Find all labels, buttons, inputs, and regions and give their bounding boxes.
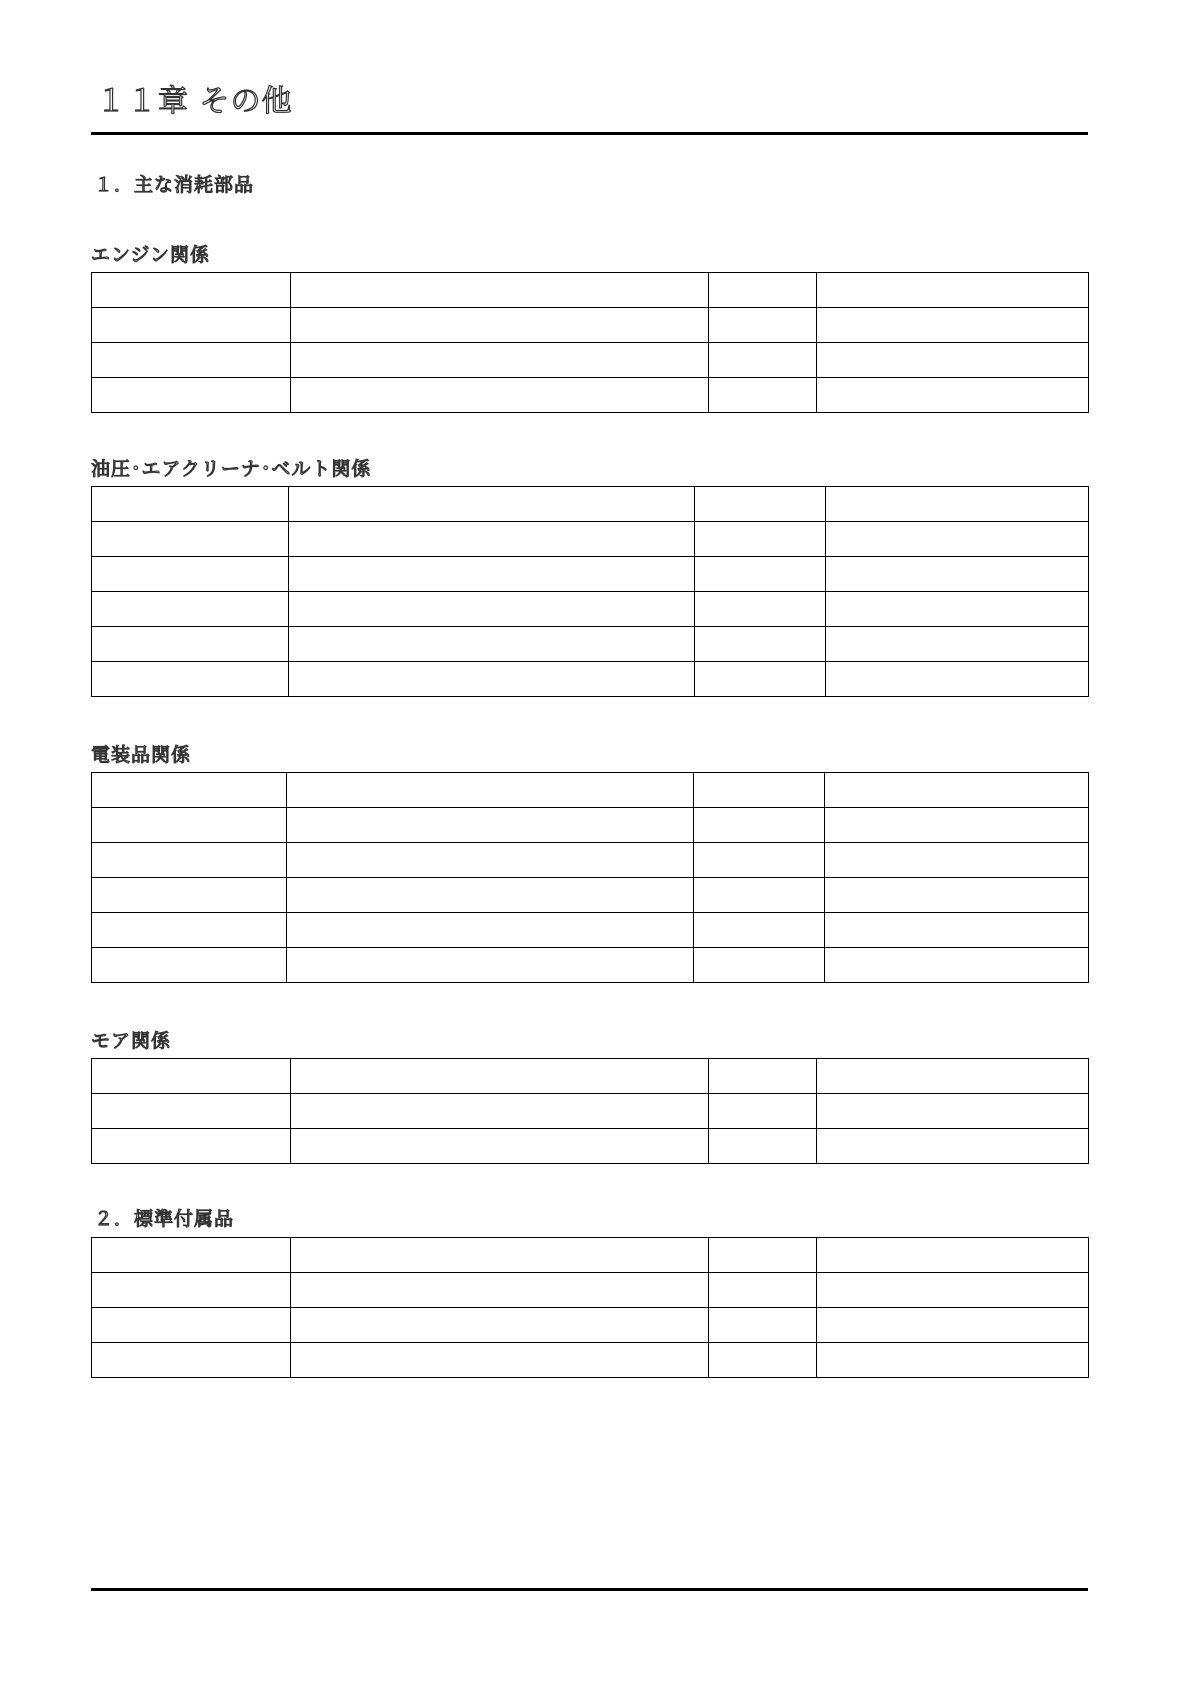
table-cell [709,343,817,378]
table-cell [291,273,709,308]
table-row [92,1059,1089,1094]
table-cell [709,1238,817,1273]
table-cell [826,592,1089,627]
table-cell [289,592,695,627]
electrical-parts-table [91,772,1089,983]
table-cell [291,1059,709,1094]
table-cell [825,773,1089,808]
table-cell [92,557,289,592]
table-row [92,592,1089,627]
table-cell [92,662,289,697]
table-cell [287,948,694,983]
table-row [92,1129,1089,1164]
table-row [92,487,1089,522]
table-cell [92,522,289,557]
table-row [92,308,1089,343]
table-cell [92,1059,291,1094]
table-cell [817,273,1089,308]
table-cell [709,378,817,413]
table-cell [92,1308,291,1343]
table-row [92,1273,1089,1308]
table-cell [709,1094,817,1129]
table-cell [92,1094,291,1129]
accessories-table [91,1237,1089,1378]
hydraulic-parts-table [91,486,1089,697]
table-cell [92,273,291,308]
table-cell [825,808,1089,843]
table-cell [694,843,825,878]
table-cell [825,878,1089,913]
section-1-heading: １．主な消耗部品 [94,174,255,196]
table-cell [291,308,709,343]
table-cell [817,308,1089,343]
table-cell [695,662,826,697]
table-cell [817,1129,1089,1164]
table-row [92,557,1089,592]
table-cell [817,1308,1089,1343]
group-engine-heading: エンジン関係 [91,244,211,266]
table-cell [92,487,289,522]
table-cell [826,522,1089,557]
table-cell [709,1308,817,1343]
table-cell [709,308,817,343]
table-row [92,1343,1089,1378]
table-cell [287,808,694,843]
table-cell [287,878,694,913]
table-cell [289,487,695,522]
table-cell [92,913,287,948]
table-cell [92,592,289,627]
bottom-rule [91,1588,1088,1591]
table-row [92,843,1089,878]
mower-parts-table [91,1058,1089,1164]
table-cell [826,557,1089,592]
table-cell [291,1094,709,1129]
table-cell [709,1273,817,1308]
table-cell [291,343,709,378]
table-cell [694,878,825,913]
table-cell [92,1343,291,1378]
group-hydraulic-heading: 油圧･エアクリーナ･ベルト関係 [91,458,372,480]
table-cell [291,1238,709,1273]
table-row [92,948,1089,983]
group-electrical-heading: 電装品関係 [91,744,192,766]
table-cell [92,343,291,378]
table-cell [92,308,291,343]
table-cell [817,1273,1089,1308]
table-cell [92,843,287,878]
table-row [92,627,1089,662]
table-cell [825,843,1089,878]
table-cell [287,773,694,808]
table-cell [825,913,1089,948]
table-cell [817,378,1089,413]
table-row [92,878,1089,913]
table-row [92,522,1089,557]
table-cell [92,948,287,983]
table-row [92,662,1089,697]
table-cell [291,378,709,413]
table-cell [92,808,287,843]
table-cell [826,662,1089,697]
table-row [92,808,1089,843]
table-cell [92,378,291,413]
table-cell [709,273,817,308]
table-cell [694,808,825,843]
table-row [92,378,1089,413]
table-cell [817,1094,1089,1129]
table-row [92,913,1089,948]
table-cell [92,1273,291,1308]
table-cell [289,557,695,592]
table-row [92,343,1089,378]
table-row [92,1094,1089,1129]
table-cell [92,627,289,662]
table-row [92,273,1089,308]
table-cell [289,662,695,697]
table-row [92,1308,1089,1343]
table-cell [709,1059,817,1094]
table-cell [92,1129,291,1164]
table-row [92,773,1089,808]
group-mower-heading: モア関係 [91,1030,172,1052]
table-cell [826,487,1089,522]
chapter-title: １１章 その他 [96,84,293,119]
table-cell [92,878,287,913]
table-cell [287,913,694,948]
table-cell [695,487,826,522]
table-cell [289,627,695,662]
table-cell [817,343,1089,378]
table-cell [695,627,826,662]
table-cell [817,1343,1089,1378]
table-cell [289,522,695,557]
table-cell [709,1343,817,1378]
table-cell [92,1238,291,1273]
table-cell [817,1238,1089,1273]
table-cell [817,1059,1089,1094]
table-cell [709,1129,817,1164]
table-row [92,1238,1089,1273]
top-rule [91,132,1088,135]
table-cell [291,1343,709,1378]
table-cell [695,557,826,592]
table-cell [291,1273,709,1308]
engine-parts-table [91,272,1089,413]
table-cell [694,948,825,983]
section-2-heading: ２．標準付属品 [94,1208,235,1230]
table-cell [695,592,826,627]
table-cell [694,773,825,808]
table-cell [826,627,1089,662]
table-cell [694,913,825,948]
table-cell [92,773,287,808]
table-cell [287,843,694,878]
table-cell [695,522,826,557]
table-cell [291,1308,709,1343]
table-cell [291,1129,709,1164]
table-cell [825,948,1089,983]
